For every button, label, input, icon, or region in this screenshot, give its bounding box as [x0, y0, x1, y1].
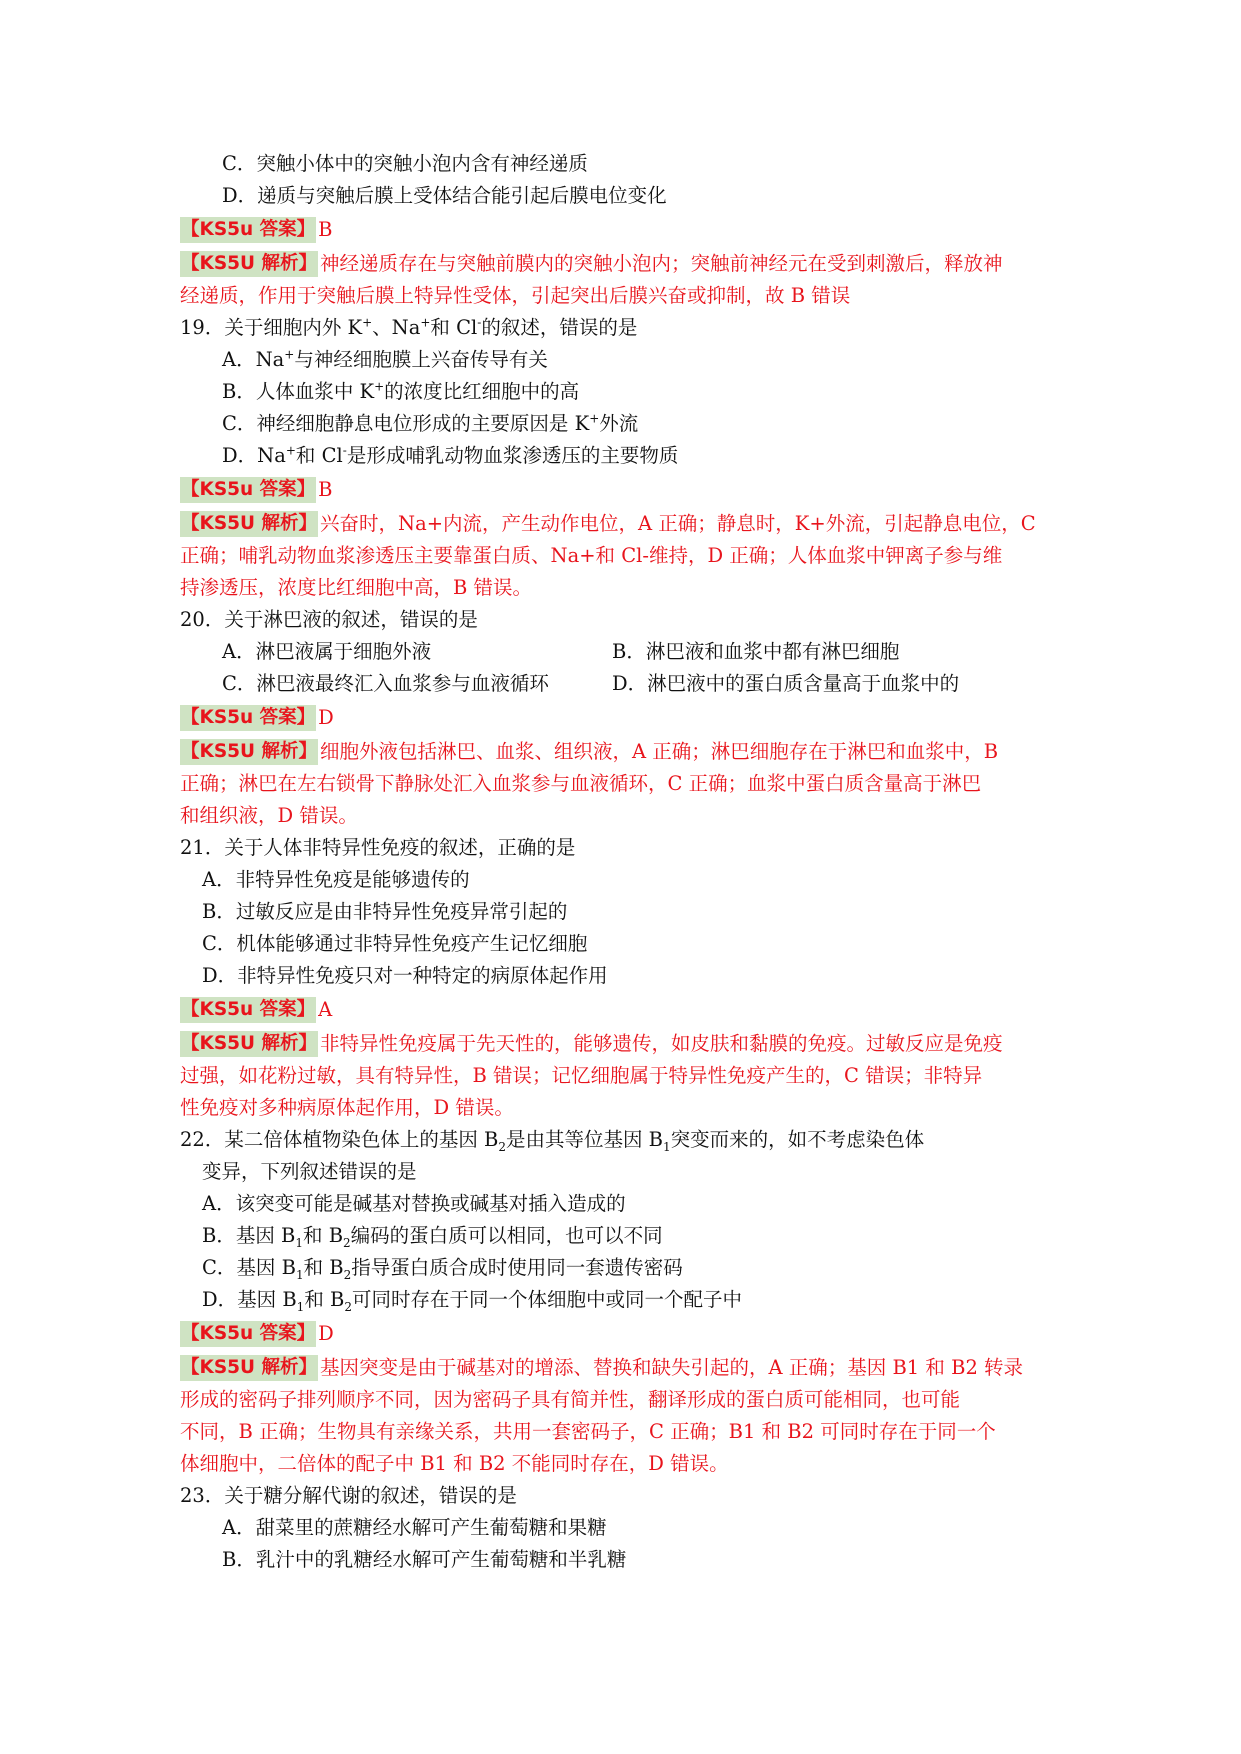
- q19-analysis-cont-1: 正确；哺乳动物血浆渗透压主要靠蛋白质、Na+和 Cl-维持，D 正确；人体血浆中钾离子参与维: [180, 544, 1003, 567]
- answer-tag: 【KS5u 答案】: [180, 217, 316, 243]
- q20-analysis-text: 细胞外液包括淋巴、血浆、组织液，A 正确；淋巴细胞存在于淋巴和血浆中，B: [320, 740, 999, 763]
- analysis-tag: 【KS5U 解析】: [180, 1355, 318, 1381]
- q19-analysis-cont-2: 持渗透压，浓度比红细胞中高，B 错误。: [180, 576, 533, 599]
- q22-analysis-cont-3: 体细胞中，二倍体的配子中 B1 和 B2 不能同时存在，D 错误。: [180, 1452, 729, 1475]
- q20-option-b: B．淋巴液和血浆中都有淋巴细胞: [612, 640, 900, 663]
- q18-option-c: C．突触小体中的突触小泡内含有神经递质: [222, 152, 588, 175]
- q20-option-d: D．淋巴液中的蛋白质含量高于血浆中的: [612, 672, 960, 695]
- analysis-tag: 【KS5U 解析】: [180, 251, 318, 277]
- answer-tag: 【KS5u 答案】: [180, 477, 316, 503]
- q19-option-b: B．人体血浆中 K+的浓度比红细胞中的高: [222, 379, 580, 403]
- q18-answer: B: [318, 218, 333, 241]
- q22-analysis-cont-1: 形成的密码子排列顺序不同，因为密码子具有简并性，翻译形成的蛋白质可能相同，也可能: [180, 1388, 961, 1411]
- q19-option-a: A．Na+与神经细胞膜上兴奋传导有关: [222, 347, 548, 371]
- q18-analysis-text: 神经递质存在与突触前膜内的突触小泡内；突触前神经元在受到刺激后，释放神: [320, 252, 1003, 275]
- q19-option-d: D．Na+和 Cl-是形成哺乳动物血浆渗透压的主要物质: [222, 443, 679, 467]
- q21-option-d: D．非特异性免疫只对一种特定的病原体起作用: [202, 964, 608, 987]
- q22-stem-cont: 变异，下列叙述错误的是: [202, 1160, 417, 1183]
- q22-analysis-cont-2: 不同，B 正确；生物具有亲缘关系，共用一套密码子，C 正确；B1 和 B2 可同时存在于同一个: [180, 1420, 996, 1443]
- q23-option-a: A．甜菜里的蔗糖经水解可产生葡萄糖和果糖: [222, 1516, 607, 1539]
- q22-option-d: D．基因 $B_1$和 $B_2$可同时存在于同一个体细胞中或同一个配子中: [202, 1288, 742, 1314]
- q19-answer-line: [180, 474, 1080, 506]
- analysis-tag: 【KS5U 解析】: [180, 1031, 318, 1057]
- analysis-tag: 【KS5U 解析】: [180, 739, 318, 765]
- q22-answer: D: [318, 1322, 334, 1345]
- q20-options-ab: [222, 636, 1122, 668]
- q19-stem: 19．关于细胞内外 K+、Na+和 Cl-的叙述，错误的是: [180, 315, 638, 339]
- answer-tag: 【KS5u 答案】: [180, 997, 316, 1023]
- q21-analysis-cont-1: 过强，如花粉过敏，具有特异性，B 错误；记忆细胞属于特异性免疫产生的，C 错误；非特异: [180, 1064, 983, 1087]
- q21-analysis-line: [180, 1028, 1080, 1060]
- q21-analysis-text: 非特异性免疫属于先天性的，能够遗传，如皮肤和黏膜的免疫。过敏反应是免疫: [320, 1032, 1003, 1055]
- q21-stem: 21．关于人体非特异性免疫的叙述，正确的是: [180, 836, 576, 859]
- q18-analysis-cont: 经递质，作用于突触后膜上特异性受体，引起突出后膜兴奋或抑制，故 B 错误: [180, 284, 851, 307]
- q21-answer: A: [318, 998, 333, 1021]
- q18-option-d: D．递质与突触后膜上受体结合能引起后膜电位变化: [222, 184, 667, 207]
- q22-option-b: B．基因 $B_1$和 $B_2$编码的蛋白质可以相同，也可以不同: [202, 1224, 663, 1250]
- q22-stem: 22．某二倍体植物染色体上的基因 $B_2$是由其等位基因 $B_1$突变而来的，如不考虑染色体: [180, 1128, 925, 1154]
- q20-stem: 20．关于淋巴液的叙述，错误的是: [180, 608, 478, 631]
- q20-option-a: A．淋巴液属于细胞外液: [222, 640, 432, 663]
- answer-tag: 【KS5u 答案】: [180, 1321, 316, 1347]
- q20-analysis-line: [180, 736, 1080, 768]
- q19-analysis-text: 兴奋时，Na+内流，产生动作电位，A 正确；静息时，K+外流，引起静息电位，C: [320, 512, 1036, 535]
- q19-answer: B: [318, 478, 333, 501]
- q22-analysis-text: 基因突变是由于碱基对的增添、替换和缺失引起的，A 正确；基因 B1 和 B2 转录: [320, 1356, 1024, 1379]
- q18-answer-line: [180, 214, 1080, 246]
- q22-option-c: C．基因 $B_1$和 $B_2$指导蛋白质合成时使用同一套遗传密码: [202, 1256, 683, 1282]
- q21-option-b: B．过敏反应是由非特异性免疫异常引起的: [202, 900, 568, 923]
- answer-tag: 【KS5u 答案】: [180, 705, 316, 731]
- q20-option-c: C．淋巴液最终汇入血浆参与血液循环: [222, 672, 549, 695]
- q21-option-a: A．非特异性免疫是能够遗传的: [202, 868, 470, 891]
- q20-analysis-cont-1: 正确；淋巴在左右锁骨下静脉处汇入血浆参与血液循环，C 正确；血浆中蛋白质含量高于淋巴: [180, 772, 982, 795]
- q22-option-a: A．该突变可能是碱基对替换或碱基对插入造成的: [202, 1192, 626, 1215]
- q18-analysis-line: [180, 248, 1080, 280]
- q23-stem: 23．关于糖分解代谢的叙述，错误的是: [180, 1484, 517, 1507]
- q21-option-c: C．机体能够通过非特异性免疫产生记忆细胞: [202, 932, 588, 955]
- q22-analysis-line: [180, 1352, 1080, 1384]
- q20-answer: D: [318, 706, 334, 729]
- q20-options-cd: [222, 668, 1122, 700]
- q19-analysis-line: [180, 508, 1080, 540]
- q23-option-b: B．乳汁中的乳糖经水解可产生葡萄糖和半乳糖: [222, 1548, 627, 1571]
- q20-analysis-cont-2: 和组织液，D 错误。: [180, 804, 358, 827]
- q19-option-c: C．神经细胞静息电位形成的主要原因是 K+外流: [222, 411, 639, 435]
- q21-answer-line: [180, 994, 1080, 1026]
- q20-answer-line: [180, 702, 1080, 734]
- analysis-tag: 【KS5U 解析】: [180, 511, 318, 537]
- q22-answer-line: [180, 1318, 1080, 1350]
- q21-analysis-cont-2: 性免疫对多种病原体起作用，D 错误。: [180, 1096, 514, 1119]
